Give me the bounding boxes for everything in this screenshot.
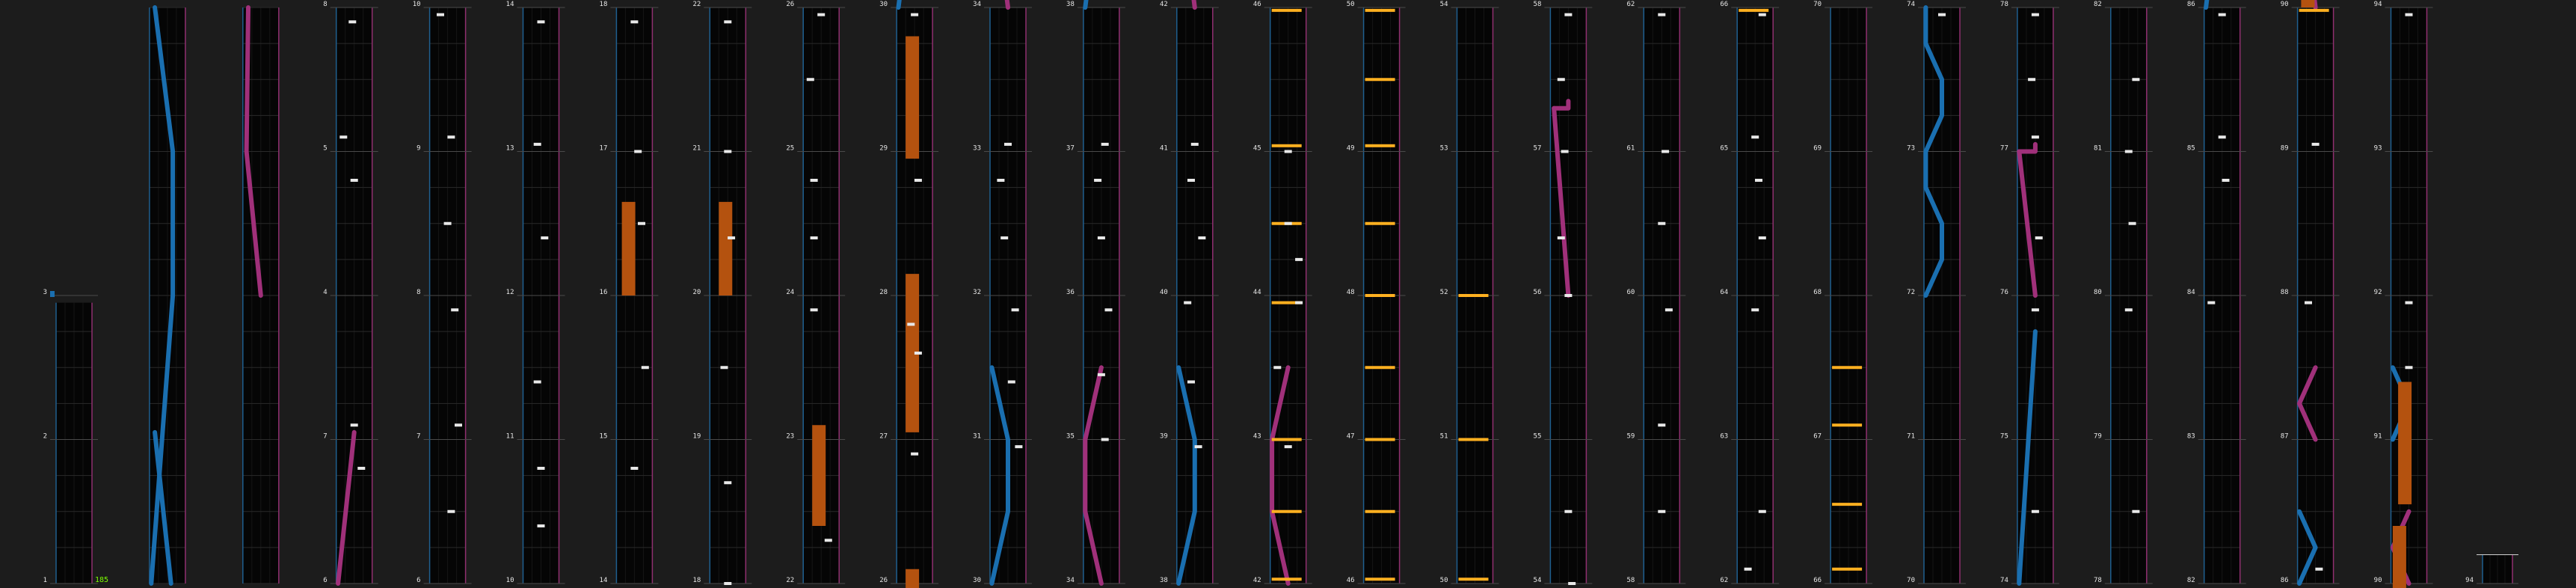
measure-number: 52 (1439, 289, 1448, 296)
measure-number: 29 (879, 144, 888, 153)
tap-note (1105, 308, 1113, 311)
tap-note (1008, 381, 1015, 384)
flick-note (1365, 366, 1395, 369)
lane-column (2105, 7, 2153, 584)
pink-wall (1006, 0, 1008, 7)
measure-number: 8 (323, 1, 328, 8)
tap-note (2132, 510, 2139, 513)
measure-number: 79 (2093, 432, 2102, 441)
measure-number: 76 (2000, 289, 2008, 296)
measure-number: 8 (416, 289, 421, 296)
tap-note (348, 20, 356, 23)
measure-number: 6 (416, 577, 421, 584)
measure-number: 46 (1346, 577, 1355, 584)
measure-number: 3 (43, 289, 47, 296)
measure-number: 31 (973, 432, 981, 441)
tap-note (1004, 143, 1012, 146)
hold-note (622, 202, 636, 295)
tap-note (2406, 301, 2413, 304)
tap-note (1285, 445, 1292, 448)
tap-note (811, 179, 818, 182)
measure-number: 14 (505, 1, 514, 8)
tap-note (1658, 222, 1665, 225)
measure-number: 86 (2186, 1, 2195, 8)
tap-note (1191, 143, 1199, 146)
measure-number: 1 (43, 577, 47, 584)
measure-number: 22 (692, 1, 701, 8)
tap-note (444, 222, 452, 225)
measure-number: 7 (416, 432, 421, 441)
flick-note (1365, 510, 1395, 513)
flick-note (2299, 9, 2329, 12)
measure-number: 71 (1907, 432, 1915, 441)
flick-note (1459, 578, 1489, 581)
measure-number: 90 (2280, 1, 2289, 8)
measure-number: 4 (323, 289, 328, 296)
flick-note (1272, 578, 1302, 581)
tap-note (1658, 423, 1665, 426)
flick-note (1832, 423, 1862, 426)
tap-note (807, 78, 814, 81)
measure-number: 51 (1439, 432, 1448, 441)
pink-wall (1193, 0, 1194, 7)
measure-number: 66 (1813, 577, 1822, 584)
tap-note (2312, 143, 2320, 146)
tap-note (911, 13, 918, 16)
tap-note (1665, 308, 1673, 311)
measure-number: 86 (2280, 577, 2289, 584)
tap-note (1187, 179, 1195, 182)
wall-layer (50, 0, 2409, 584)
lane-column (50, 295, 98, 584)
measure-number: 90 (2373, 577, 2382, 584)
measure-number: 59 (1626, 432, 1635, 441)
flick-note (1272, 144, 1302, 147)
tap-note (1187, 381, 1195, 384)
measure-number: 40 (1159, 289, 1168, 296)
measure-number: 15 (599, 432, 608, 441)
lane-column (2477, 555, 2518, 584)
measure-number: 58 (1626, 577, 1635, 584)
flick-layer (1272, 9, 2329, 588)
tap-note (437, 13, 444, 16)
blue-wall (899, 0, 900, 7)
measure-number: 87 (2280, 432, 2289, 441)
tap-note (811, 308, 818, 311)
hold-note (719, 202, 732, 295)
lane-column (2198, 7, 2246, 584)
tap-note (724, 20, 731, 23)
measure-number: 11 (505, 432, 514, 441)
measure-number: 84 (2186, 289, 2195, 296)
tap-note (1098, 373, 1105, 376)
tap-note (1198, 236, 1205, 239)
measure-number: 61 (1626, 144, 1635, 153)
flick-note (1365, 9, 1395, 12)
measure-number: 13 (505, 144, 514, 153)
measure-number: 9 (416, 144, 421, 153)
tap-note (1759, 510, 1766, 513)
flick-note (1365, 78, 1395, 81)
measure-number: 33 (973, 144, 981, 153)
tap-note (728, 236, 735, 239)
tap-note (1561, 150, 1569, 153)
measure-number: 68 (1813, 289, 1822, 296)
measure-number: 28 (879, 289, 888, 296)
tap-note (538, 524, 545, 527)
tap-note (1658, 510, 1665, 513)
measure-number: 2 (43, 432, 47, 441)
measure-number: 85 (2186, 144, 2195, 153)
measure-number: 62 (1626, 1, 1635, 8)
measure-number: 44 (1252, 289, 1261, 296)
flick-note (1459, 438, 1489, 441)
measure-number: 83 (2186, 432, 2195, 441)
flick-note (1832, 366, 1862, 369)
tap-note (2132, 78, 2139, 81)
measure-number: 58 (1533, 1, 1542, 8)
measure-number: 53 (1439, 144, 1448, 153)
tap-note (1759, 236, 1766, 239)
measure-number: 27 (879, 432, 888, 441)
flick-note (1365, 294, 1395, 297)
measure-number: 34 (973, 1, 981, 8)
tap-note (2028, 78, 2035, 81)
measure-number: 43 (1252, 432, 1261, 441)
tap-note (2032, 135, 2039, 138)
measure-number: 82 (2186, 577, 2195, 584)
measure-number: 5 (323, 144, 328, 153)
tap-note (1755, 179, 1762, 182)
tap-note (339, 135, 347, 138)
tap-note (825, 539, 832, 542)
hold-note (2301, 0, 2314, 7)
measure-number: 81 (2093, 144, 2102, 153)
flick-note (1459, 294, 1489, 297)
measure-number: 78 (2093, 577, 2102, 584)
measure-number: 36 (1066, 289, 1075, 296)
tap-note (2207, 301, 2215, 304)
flick-note (1365, 578, 1395, 581)
tap-note (1195, 445, 1202, 448)
tap-note (1285, 222, 1292, 225)
measure-number: 6 (323, 577, 328, 584)
flick-note (1365, 144, 1395, 147)
hold-note (906, 569, 919, 588)
measure-number: 41 (1159, 144, 1168, 153)
lane-column (1638, 7, 1685, 584)
flick-note (1272, 438, 1302, 441)
measure-number: 72 (1907, 289, 1915, 296)
measure-number: 38 (1159, 577, 1168, 584)
measure-number: 26 (786, 1, 795, 8)
measure-number: 50 (1439, 577, 1448, 584)
tap-note (1101, 143, 1109, 146)
tap-note (630, 20, 638, 23)
tap-note (1285, 150, 1292, 153)
measure-number: 89 (2280, 144, 2289, 153)
measure-number: 19 (692, 432, 701, 441)
measure-number: 77 (2000, 144, 2008, 153)
tap-note (541, 236, 548, 239)
tap-note (2219, 13, 2226, 16)
flick-note (1365, 222, 1395, 225)
measure-number: 23 (786, 432, 795, 441)
tap-note (811, 236, 818, 239)
measure-number: 67 (1813, 432, 1822, 441)
tap-note (2032, 308, 2039, 311)
tap-note (1000, 236, 1008, 239)
tap-note (914, 179, 922, 182)
measure-number: 64 (1720, 289, 1729, 296)
measure-number: 60 (1626, 289, 1635, 296)
tap-note (451, 308, 458, 311)
tap-note (638, 222, 645, 225)
measure-number: 55 (1533, 432, 1542, 441)
measure-number: 10 (412, 1, 421, 8)
flick-note (1832, 568, 1862, 571)
tap-note (642, 366, 649, 369)
tap-note (721, 366, 728, 369)
lane-column (424, 7, 472, 584)
tap-note (2129, 222, 2136, 225)
tap-note (534, 143, 541, 146)
flick-note (1272, 9, 1302, 12)
measure-number: 35 (1066, 432, 1075, 441)
measure-number: 91 (2373, 432, 2382, 441)
measure-number: 32 (973, 289, 981, 296)
tap-note (1101, 438, 1109, 441)
tap-note (2305, 301, 2312, 304)
flick-note (1365, 438, 1395, 441)
blue-wall (1085, 0, 1086, 7)
measure-number: 46 (1252, 1, 1261, 8)
measure-number: 69 (1813, 144, 1822, 153)
measure-number: 63 (1720, 432, 1729, 441)
measure-number: 24 (786, 289, 795, 296)
measure-number: 74 (1907, 1, 1915, 8)
measure-number: 25 (786, 144, 795, 153)
tap-note (2219, 135, 2226, 138)
hold-note (812, 425, 826, 526)
lane-column (2292, 7, 2340, 584)
measure-number: 7 (323, 432, 328, 441)
tap-note (1568, 582, 1576, 585)
measure-number: 70 (1813, 1, 1822, 8)
measure-number: 17 (599, 144, 608, 153)
tap-note (2035, 236, 2043, 239)
hold-note (2393, 526, 2406, 588)
tap-note (1658, 13, 1665, 16)
measure-number: 54 (1439, 1, 1448, 8)
measure-label-layer (43, 1, 2474, 584)
measure-number: 26 (879, 577, 888, 584)
tap-note (1012, 308, 1019, 311)
tap-note (911, 453, 918, 456)
measure-number: 50 (1346, 1, 1355, 8)
measure-number: 39 (1159, 432, 1168, 441)
tap-note (914, 352, 922, 355)
measure-number: 94 (2465, 577, 2474, 584)
measure-number: 22 (786, 577, 795, 584)
tap-note (1745, 568, 1752, 571)
flick-note (1272, 510, 1302, 513)
tap-note (2125, 150, 2133, 153)
hold-note (906, 37, 919, 159)
tap-note (907, 323, 914, 326)
tap-note (351, 423, 358, 426)
tap-note (2032, 13, 2039, 16)
lane-column (1731, 7, 1779, 584)
tap-note (724, 150, 731, 153)
bpm-label: 185 (95, 576, 109, 584)
tap-note (1558, 78, 1565, 81)
measure-number: 30 (879, 1, 888, 8)
measure-number: 88 (2280, 289, 2289, 296)
blue-marker (50, 291, 55, 297)
lane-column (517, 7, 565, 584)
tap-note (1295, 301, 1303, 304)
tap-note (630, 467, 638, 470)
measure-number: 74 (2000, 577, 2008, 584)
tap-note (724, 481, 731, 484)
tap-note (1558, 236, 1565, 239)
tap-note (2315, 568, 2323, 571)
tap-note (1751, 135, 1759, 138)
tap-note (2406, 366, 2413, 369)
measure-number: 57 (1533, 144, 1542, 153)
measure-number: 54 (1533, 577, 1542, 584)
measure-number: 48 (1346, 289, 1355, 296)
measure-number: 42 (1159, 1, 1168, 8)
tap-note (447, 135, 455, 138)
tap-note (447, 510, 455, 513)
measure-number: 65 (1720, 144, 1729, 153)
measure-number: 34 (1066, 577, 1075, 584)
tap-note (2406, 13, 2413, 16)
measure-number: 82 (2093, 1, 2102, 8)
tap-note (2125, 308, 2133, 311)
tap-note (1564, 510, 1572, 513)
tap-note (2032, 510, 2039, 513)
measure-number: 18 (692, 577, 701, 584)
tap-note (634, 150, 642, 153)
tap-note (1015, 445, 1022, 448)
tap-note (724, 582, 731, 585)
measure-number: 14 (599, 577, 608, 584)
measure-number: 30 (973, 577, 981, 584)
tap-note (351, 179, 358, 182)
tap-note (538, 20, 545, 23)
measure-number: 38 (1066, 1, 1075, 8)
tap-note (1751, 308, 1759, 311)
measure-number: 75 (2000, 432, 2008, 441)
measure-number: 70 (1907, 577, 1915, 584)
measure-number: 73 (1907, 144, 1915, 153)
tap-note (1273, 366, 1281, 369)
tap-note (1295, 258, 1303, 261)
measure-number: 12 (505, 289, 514, 296)
tap-note (1564, 294, 1572, 297)
tap-note (455, 423, 462, 426)
measure-number: 78 (2000, 1, 2008, 8)
tap-note (817, 13, 825, 16)
measure-number: 49 (1346, 144, 1355, 153)
measure-number: 42 (1252, 577, 1261, 584)
tap-note (1938, 13, 1946, 16)
measure-number: 62 (1720, 577, 1729, 584)
measure-number: 93 (2373, 144, 2382, 153)
tap-note (1098, 236, 1105, 239)
tap-note (1094, 179, 1101, 182)
flick-note (1739, 9, 1768, 12)
lane-column (331, 7, 378, 584)
flick-note (1832, 503, 1862, 506)
tap-note (1184, 301, 1191, 304)
measure-number: 10 (505, 577, 514, 584)
measure-number: 45 (1252, 144, 1261, 153)
tap-note (2222, 179, 2230, 182)
tap-note (534, 381, 541, 384)
measure-number: 37 (1066, 144, 1075, 153)
measure-number: 20 (692, 289, 701, 296)
tap-note (1759, 13, 1766, 16)
lane-column (1825, 7, 1872, 584)
tap-note (1662, 150, 1669, 153)
hold-note (2398, 382, 2411, 505)
measure-number: 21 (692, 144, 701, 153)
measure-number: 18 (599, 1, 608, 8)
measure-number: 56 (1533, 289, 1542, 296)
measure-number: 80 (2093, 289, 2102, 296)
measure-number: 47 (1346, 432, 1355, 441)
blue-wall (2206, 0, 2207, 7)
measure-number: 92 (2373, 289, 2382, 296)
measure-number: 94 (2373, 1, 2382, 8)
measure-number: 16 (599, 289, 608, 296)
tap-note (1564, 13, 1572, 16)
tap-note (538, 467, 545, 470)
measure-number: 66 (1720, 1, 1729, 8)
tap-note (997, 179, 1004, 182)
tap-note (357, 467, 365, 470)
